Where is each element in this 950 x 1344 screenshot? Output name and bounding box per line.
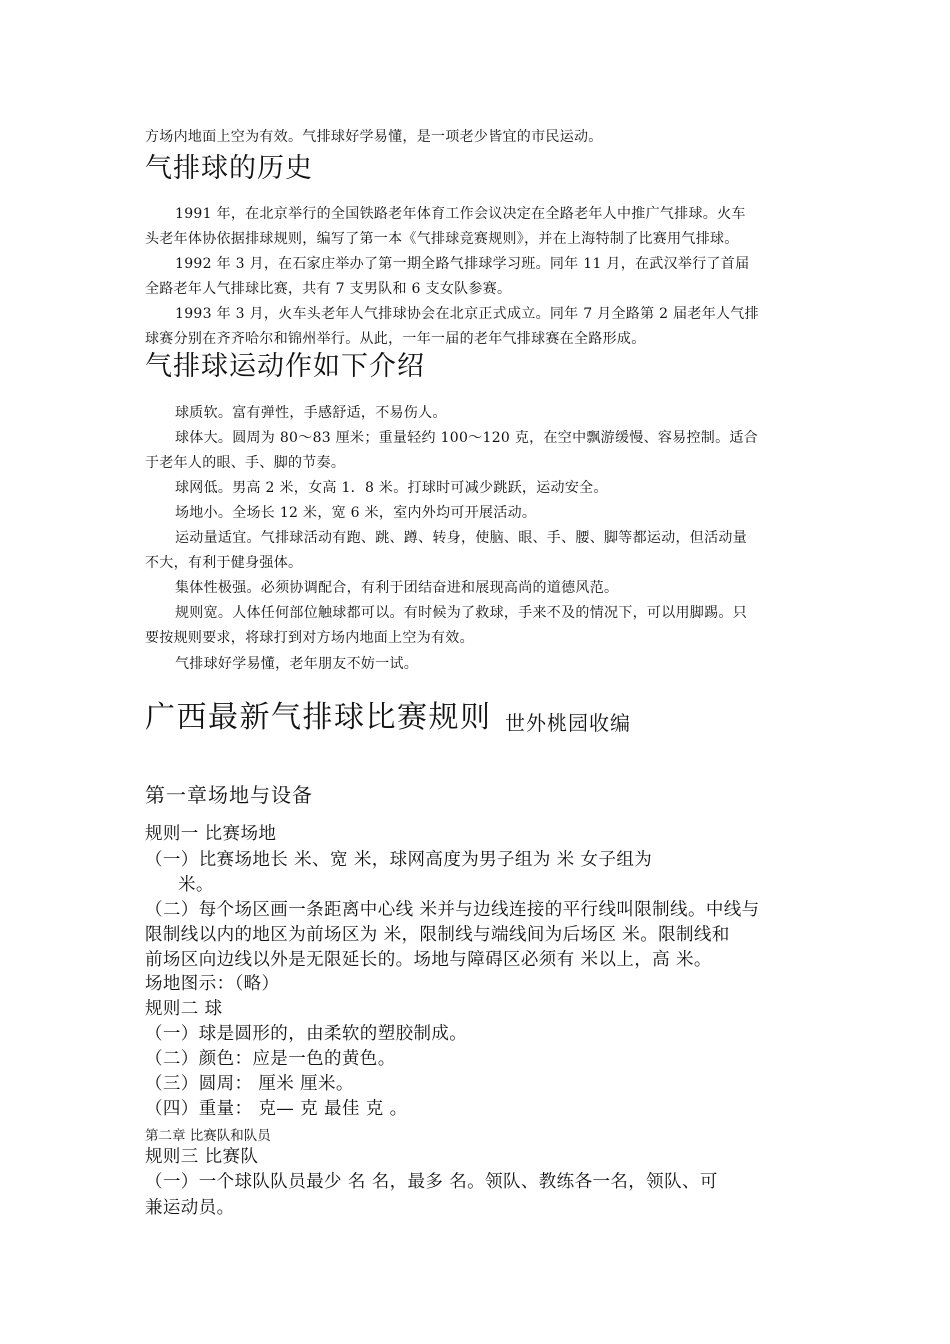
- rules-title: 广西最新气排球比赛规则: [145, 700, 492, 735]
- rule-1-line: 米。: [178, 875, 214, 895]
- rule-1-line: （一）比赛场地长 米、宽 米，球网高度为男子组为 米 女子组为: [145, 850, 653, 870]
- rule-2-line: （一）球是圆形的，由柔软的塑胶制成。: [145, 1024, 468, 1044]
- history-line: 1993 年 3 月，火车头老年人气排球协会在北京正式成立。同年 7 月全路第 2 届老年人气排: [175, 306, 759, 322]
- rule-2-title: 规则二 球: [145, 999, 223, 1019]
- intro-line: 气排球好学易懂，老年朋友不妨一试。: [175, 656, 419, 672]
- intro-line: 集体性极强。必须协调配合，有利于团结奋进和展现高尚的道德风范。: [175, 580, 619, 596]
- intro-line: 球质软。富有弹性，手感舒适，不易伤人。: [175, 405, 447, 421]
- rules-credit: 世外桃园收编: [505, 711, 631, 735]
- rule-1-line: 限制线以内的地区为前场区为 米，限制线与端线间为后场区 米。限制线和: [145, 925, 730, 945]
- intro-line: 不大，有利于健身强体。: [145, 555, 303, 571]
- history-line: 全路老年人气排球比赛，共有 7 支男队和 6 支女队参赛。: [145, 281, 512, 297]
- rule-3-line: （一）一个球队队员最少 名 名，最多 名。领队、教练各一名，领队、可: [145, 1172, 718, 1192]
- rule-2-line: （二）颜色：应是一色的黄色。: [145, 1049, 396, 1069]
- history-line: 1992 年 3 月，在石家庄举办了第一期全路气排球学习班。同年 11 月，在武汉举行了首届: [175, 256, 750, 272]
- intro-tail-text: 方场内地面上空为有效。气排球好学易懂，是一项老少皆宜的市民运动。: [145, 129, 603, 145]
- rule-2-line: （四）重量： 克— 克 最佳 克 。: [145, 1099, 408, 1119]
- history-line: 头老年体协依据排球规则，编写了第一本《气排球竞赛规则》，并在上海特制了比赛用气排球。: [145, 231, 739, 247]
- rule-3-line: 兼运动员。: [145, 1198, 235, 1218]
- intro-line: 于老年人的眼、手、脚的节奏。: [145, 455, 346, 471]
- history-line: 1991 年，在北京举行的全国铁路老年体育工作会议决定在全路老年人中推广气排球。火车: [175, 206, 746, 222]
- rule-1-line: 前场区向边线以外是无限延长的。场地与障碍区必须有 米以上，高 米。: [145, 950, 712, 970]
- intro-heading: 气排球运动作如下介绍: [145, 351, 425, 382]
- rule-1-line: 场地图示：（略）: [145, 974, 280, 994]
- rule-1-line: （二）每个场区画一条距离中心线 米并与边线连接的平行线叫限制线。中线与: [145, 900, 760, 920]
- chapter-1-heading: 第一章场地与设备: [145, 783, 313, 807]
- intro-line: 规则宽。人体任何部位触球都可以。有时候为了救球，手来不及的情况下，可以用脚踢。只: [175, 605, 747, 621]
- rule-3-title: 规则三 比赛队: [145, 1147, 259, 1167]
- intro-line: 球网低。男高 2 米，女高 1．8 米。打球时可减少跳跃，运动安全。: [175, 480, 608, 496]
- history-line: 球赛分别在齐齐哈尔和锦州举行。从此，一年一届的老年气排球赛在全路形成。: [145, 331, 646, 347]
- rule-2-line: （三）圆周： 厘米 厘米。: [145, 1074, 354, 1094]
- intro-line: 场地小。全场长 12 米，宽 6 米，室内外均可开展活动。: [175, 505, 537, 521]
- chapter-2-heading: 第二章 比赛队和队员: [145, 1128, 271, 1144]
- intro-line: 要按规则要求，将球打到对方场内地面上空为有效。: [145, 630, 474, 646]
- intro-line: 球体大。圆周为 80～83 厘米；重量轻约 100～120 克，在空中飘游缓慢、容易控制。适合: [175, 430, 758, 446]
- rule-1-title: 规则一 比赛场地: [145, 824, 277, 844]
- history-heading: 气排球的历史: [145, 153, 313, 184]
- intro-line: 运动量适宜。气排球活动有跑、跳、蹲、转身，使脑、眼、手、腰、脚等都运动，但活动量: [175, 530, 747, 546]
